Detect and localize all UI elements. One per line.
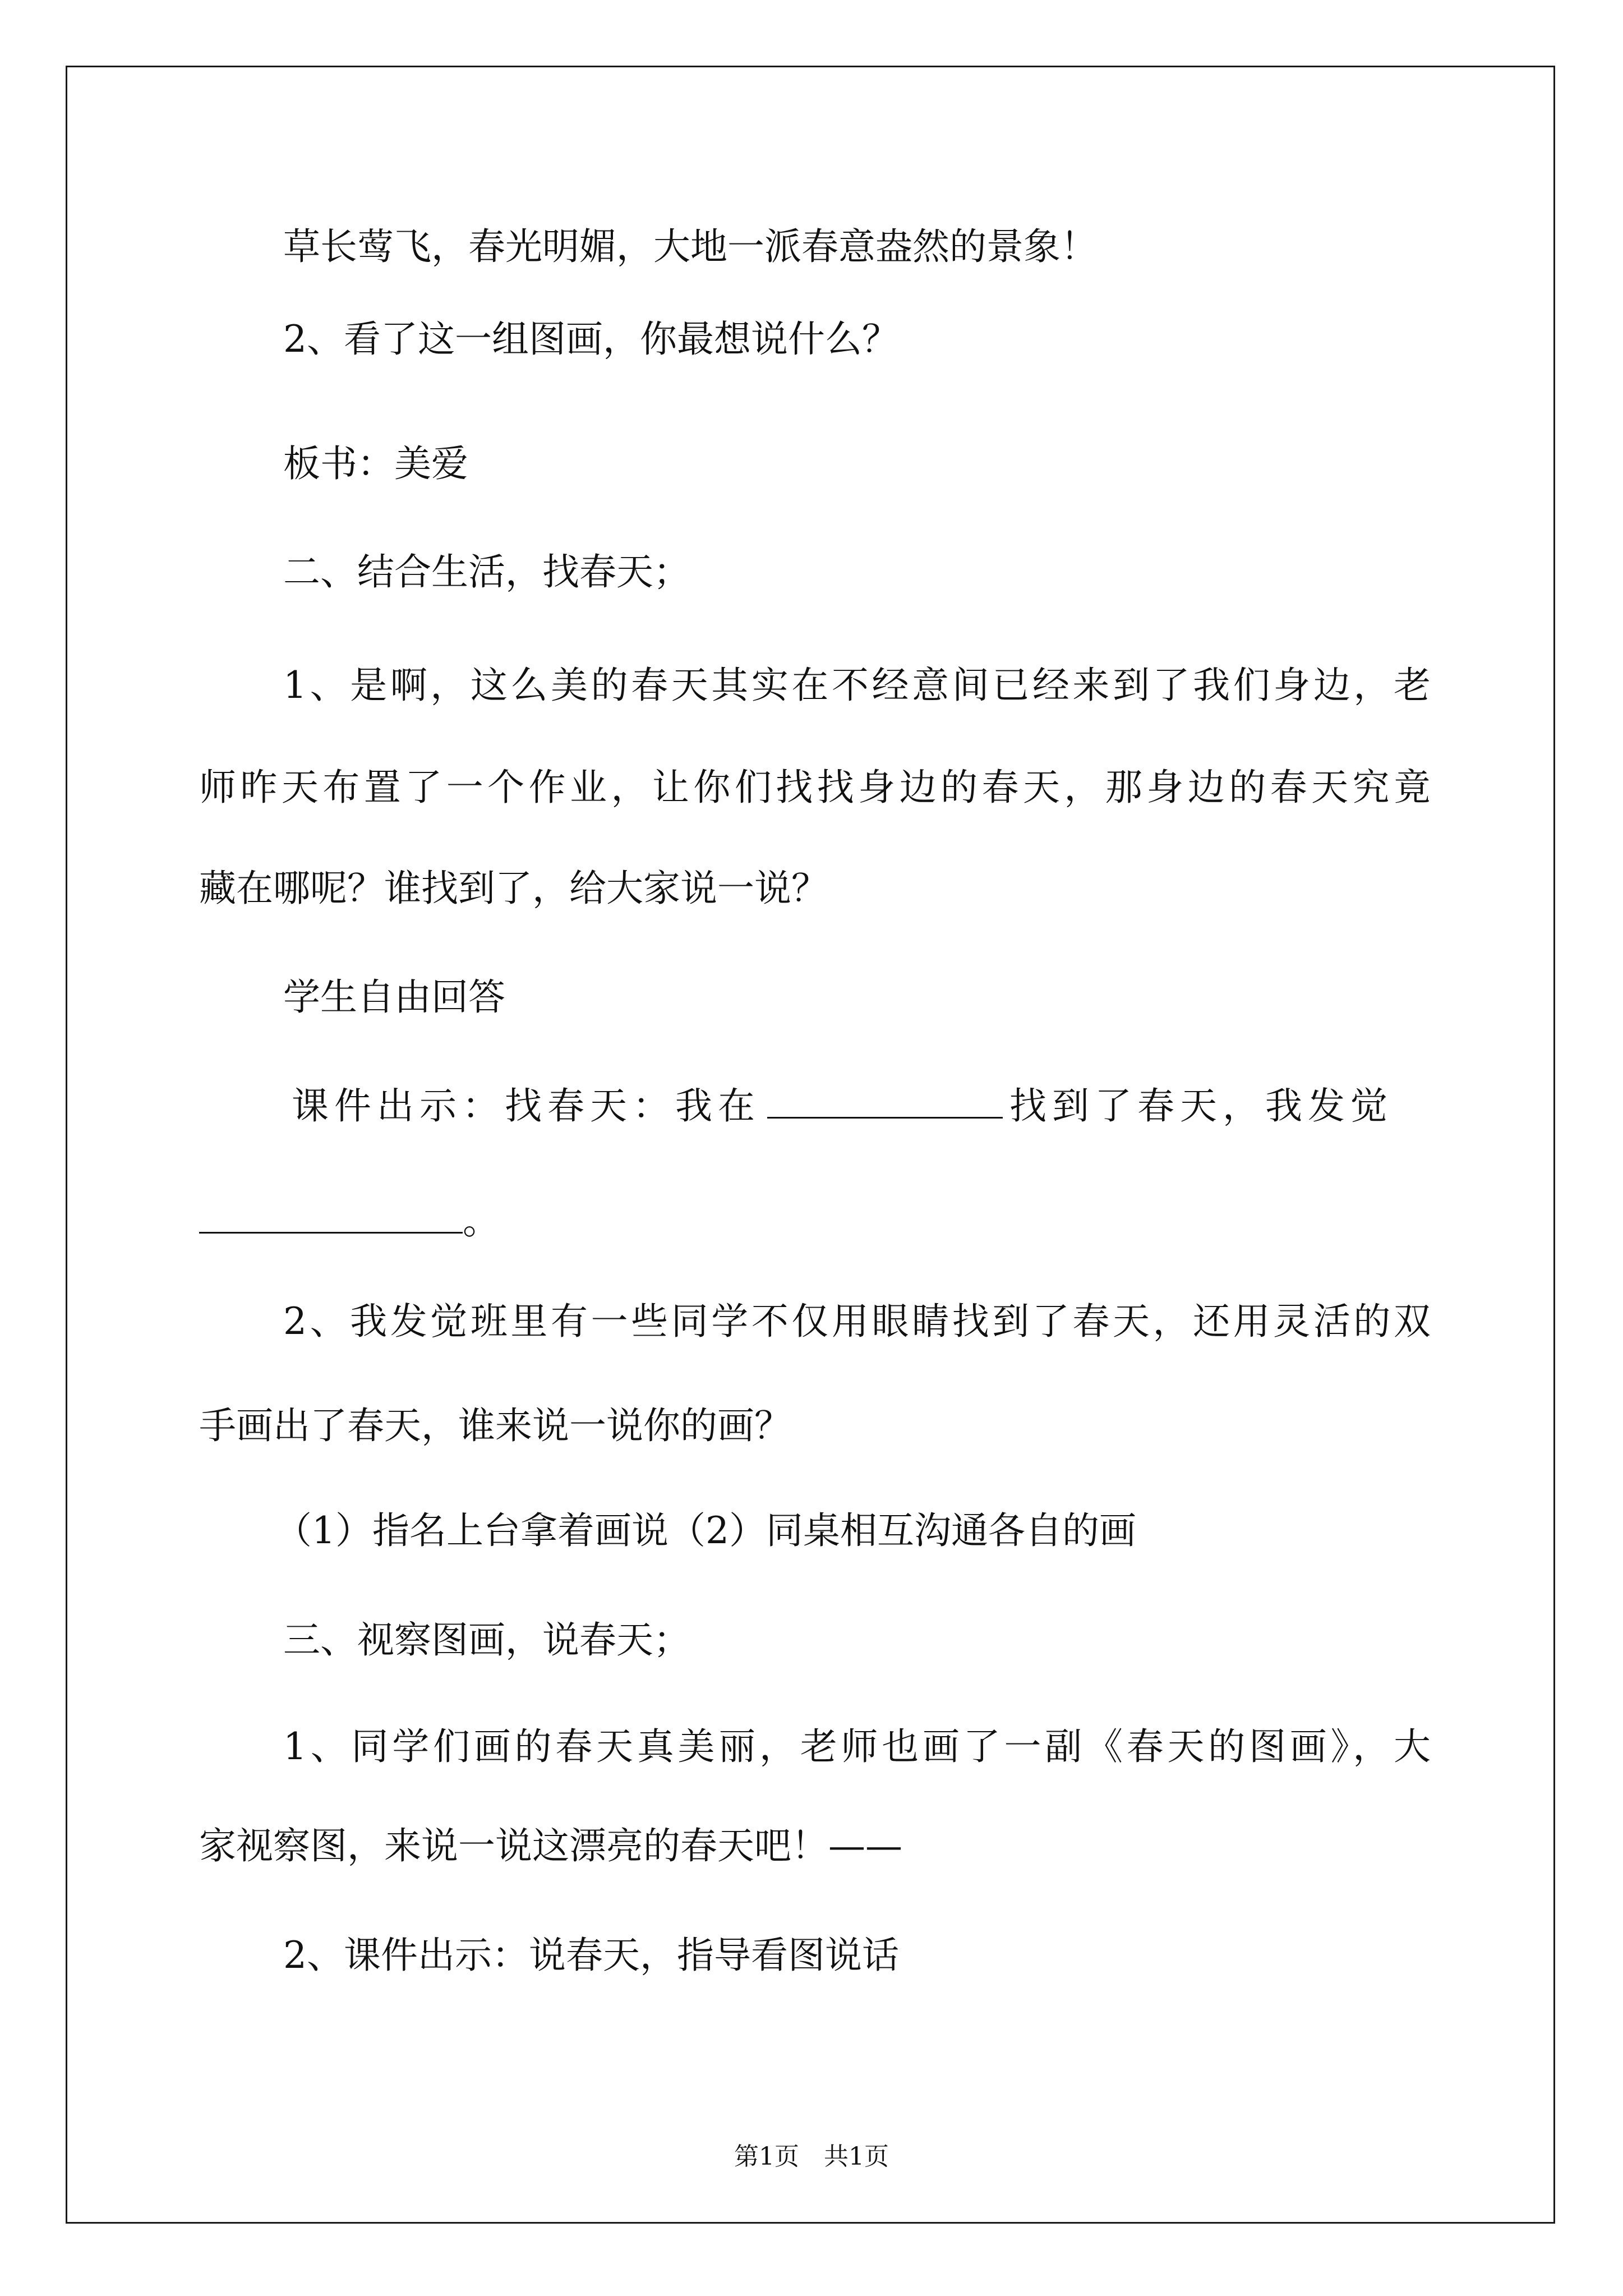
section-heading-2: 二、结合生活，找春天；	[283, 550, 690, 593]
fill-blank-discovery	[199, 1195, 463, 1234]
paragraph-teacher-picture-line-2: 家视察图，来说一说这漂亮的春天吧！——	[199, 1824, 902, 1867]
fill-end-mark: 。	[463, 1199, 500, 1243]
paragraph-student-answer: 学生自由回答	[283, 976, 505, 1019]
page-border	[66, 66, 1555, 2224]
paragraph-draw-spring-line-2: 手画出了春天，谁来说一说你的画？	[199, 1404, 791, 1447]
paragraph-find-spring-line-2: 师昨天布置了一个作业，让你们找找身边的春天，那身边的春天究竟	[199, 766, 1431, 809]
fill-text-after-blank: 找到了春天，我发觉	[1009, 1084, 1393, 1128]
paragraph-draw-spring-line-1: 2、我发觉班里有一些同学不仅用眼睛找到了春天，还用灵活的双	[283, 1300, 1431, 1343]
paragraph-find-spring-line-3: 藏在哪呢？谁找到了，给大家说一说？	[199, 867, 828, 910]
page-number-footer: 第1页 共1页	[734, 2142, 889, 2171]
paragraph-find-spring-line-1: 1、是啊，这么美的春天其实在不经意间已经来到了我们身边，老	[283, 664, 1431, 707]
paragraph-courseware-talk: 2、课件出示：说春天，指导看图说话	[283, 1934, 899, 1977]
fill-blank-location	[767, 1080, 1003, 1119]
section-heading-3: 三、视察图画，说春天；	[283, 1618, 690, 1662]
paragraph-courseware-fill	[292, 1080, 1431, 1130]
paragraph-blackboard: 板书：美爱	[283, 442, 468, 485]
paragraph-activities: （1）指名上台拿着画说（2）同桌相互沟通各自的画	[275, 1509, 1136, 1552]
paragraph-question-2: 2、看了这一组图画，你最想说什么？	[283, 318, 899, 361]
fill-text-before-blank: 课件出示：找春天：我在	[292, 1084, 760, 1128]
paragraph-spring-scene: 草长莺飞，春光明媚，大地一派春意盎然的景象！	[283, 225, 1098, 268]
paragraph-courseware-fill-line-2	[199, 1195, 1424, 1245]
paragraph-teacher-picture-line-1: 1、同学们画的春天真美丽，老师也画了一副《春天的图画》，大	[283, 1725, 1431, 1768]
